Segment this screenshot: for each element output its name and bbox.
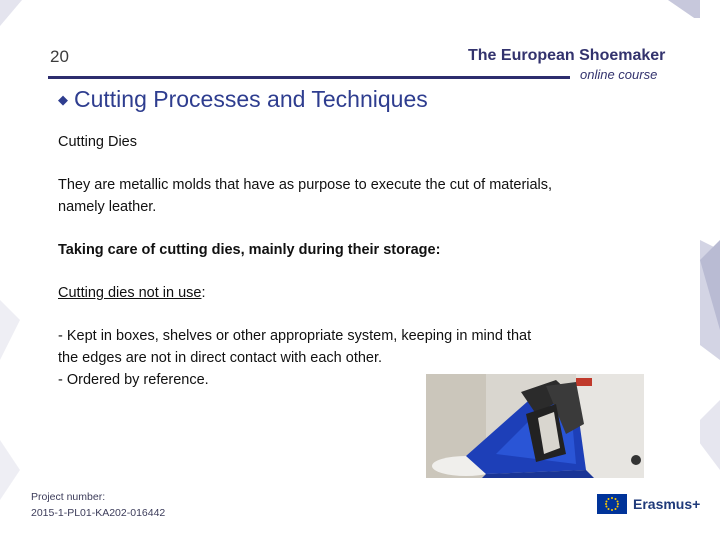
erasmus-label: Erasmus+ [633, 496, 701, 512]
section-title-text: Cutting Processes and Techniques [74, 86, 428, 112]
brand-title: The European Shoemaker [468, 47, 666, 64]
brand-subtitle: online course [580, 67, 658, 82]
not-in-use-label [58, 282, 206, 304]
diamond-bullet-icon: ◆ [58, 91, 68, 107]
project-number: 2015-1-PL01-KA202-016442 [31, 507, 166, 519]
section-title [58, 86, 428, 113]
not-in-use-text: Cutting dies not in use [58, 285, 202, 301]
subheading: Cutting Dies [58, 134, 137, 150]
eu-flag-icon [597, 494, 627, 514]
cutting-dies-photo [426, 374, 644, 478]
definition-line-1: They are metallic molds that have as purpose to execute the cut of materials, [58, 177, 553, 193]
definition-line-2: namely leather. [58, 199, 157, 215]
item1-line-1: - Kept in boxes, shelves or other appropriate system, keeping in mind that [58, 328, 532, 344]
header-divider [48, 76, 570, 79]
erasmus-logo [597, 494, 700, 514]
item1-line-2: the edges are not in direct contact with each other. [58, 350, 383, 366]
item2: - Ordered by reference. [58, 372, 209, 388]
project-label: Project number: [31, 491, 106, 503]
page-number: 20 [50, 47, 69, 66]
not-in-use-colon: : [201, 285, 206, 301]
care-heading: Taking care of cutting dies, mainly during their storage: [58, 242, 441, 258]
